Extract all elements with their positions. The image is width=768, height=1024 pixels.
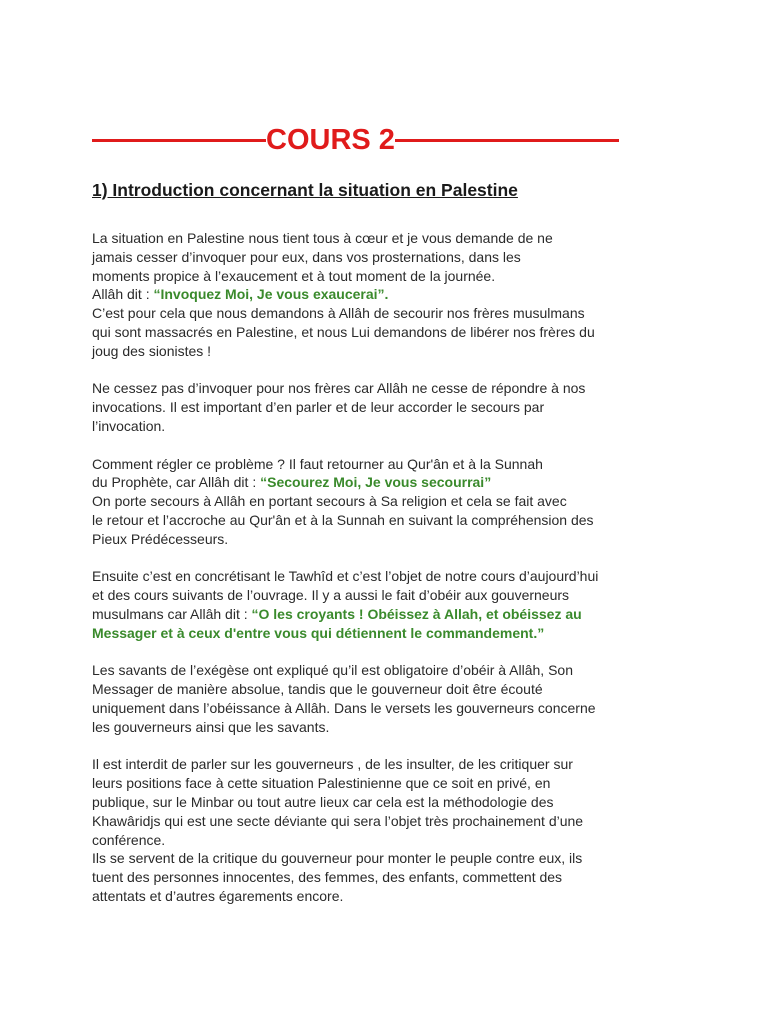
section-heading: 1) Introduction concernant la situation en Palestine	[92, 180, 518, 200]
quote-text: Messager et à ceux d'entre vous qui détiennent le commandement.”	[92, 624, 545, 641]
text-line	[92, 323, 692, 342]
body-segment: Messager de manière absolue, tandis que le gouverneur doit être écouté	[92, 681, 543, 698]
body-segment: Ensuite c’est en concrétisant le Tawhîd et c’est l’objet de notre cours d’aujourd’hui	[92, 568, 599, 585]
text-line	[92, 304, 692, 323]
body-segment: La situation en Palestine nous tient tous à cœur et je vous demande de ne	[92, 230, 553, 246]
text-line	[92, 849, 692, 868]
body-segment: Ils se servent de la critique du gouverneur pour monter le peuple contre eux, ils	[92, 850, 583, 867]
body-segment: l’invocation.	[92, 417, 166, 434]
body-segment: Khawâridjs qui est une secte déviante qui sera l’objet très prochainement d’une	[92, 812, 584, 829]
body-segment: jamais cesser d’invoquer pour eux, dans vos prosternations, dans les	[92, 248, 521, 265]
paragraph	[92, 567, 692, 642]
title-right-rule	[395, 139, 619, 142]
text-line	[92, 511, 692, 530]
text-line	[92, 831, 692, 850]
body-segment: invocations. Il est important d’en parler et de leur accorder le secours par	[92, 399, 545, 416]
text-line	[92, 567, 692, 586]
text-line	[92, 661, 692, 680]
course-title-text: COURS 2	[266, 124, 395, 156]
quote-text: “Secourez Moi, Je vous secourrai”	[260, 474, 492, 491]
title-left-rule	[92, 139, 266, 142]
text-line	[92, 417, 692, 436]
quote-text: “Invoquez Moi, Je vous exaucerai”.	[153, 286, 389, 303]
body-segment: les gouverneurs ainsi que les savants.	[92, 718, 330, 735]
text-line	[92, 473, 692, 492]
text-line	[92, 868, 692, 887]
text-line	[92, 793, 692, 812]
body-segment: et des cours suivants de l’ouvrage. Il y a aussi le fait d’obéir aux gouverneurs	[92, 587, 570, 604]
body-text	[92, 229, 692, 924]
body-segment: publique, sur le Minbar ou tout autre lieux car cela est la méthodologie des	[92, 793, 554, 810]
paragraph	[92, 379, 692, 435]
body-segment: Ne cessez pas d’invoquer pour nos frères car Allâh ne cesse de répondre à nos	[92, 380, 586, 397]
body-segment: Comment régler ce problème ? Il faut retourner au Qur'ân et à la Sunnah	[92, 455, 543, 472]
body-segment: Les savants de l’exégèse ont expliqué qu’il est obligatoire d’obéir à Allâh, Son	[92, 662, 573, 679]
body-segment: conférence.	[92, 831, 166, 848]
body-segment: On porte secours à Allâh en portant secours à Sa religion et cela se fait avec	[92, 493, 567, 510]
paragraph	[92, 755, 692, 905]
text-line	[92, 530, 692, 549]
text-line	[92, 718, 692, 737]
body-segment: tuent des personnes innocentes, des femmes, des enfants, commettent des	[92, 869, 563, 886]
body-segment: uniquement dans l’obéissance à Allâh. Dans le versets les gouverneurs concerne	[92, 699, 596, 716]
text-line	[92, 812, 692, 831]
text-line	[92, 379, 692, 398]
body-segment: Allâh dit :	[92, 286, 154, 303]
body-segment: joug des sionistes !	[92, 342, 212, 359]
course-title	[92, 124, 619, 157]
text-line	[92, 398, 692, 417]
quote-text: “O les croyants ! Obéissez à Allah, et obéissez au	[251, 605, 582, 622]
body-segment: du Prophète, car Allâh dit :	[92, 474, 261, 491]
paragraph	[92, 455, 692, 549]
text-line	[92, 624, 692, 643]
text-line	[92, 492, 692, 511]
paragraph	[92, 661, 692, 736]
text-line	[92, 455, 692, 474]
text-line	[92, 586, 692, 605]
text-line	[92, 699, 692, 718]
text-line	[92, 267, 692, 286]
paragraph	[92, 229, 692, 361]
text-line	[92, 229, 692, 248]
body-segment: C’est pour cela que nous demandons à Allâh de secourir nos frères musulmans	[92, 305, 585, 322]
body-segment: attentats et d’autres égarements encore.	[92, 887, 344, 904]
text-line	[92, 887, 692, 906]
text-line	[92, 248, 692, 267]
body-segment: Il est interdit de parler sur les gouverneurs , de les insulter, de les critiquer sur	[92, 756, 573, 773]
text-line	[92, 605, 692, 624]
text-line	[92, 342, 692, 361]
body-segment: leurs positions face à cette situation Palestinienne que ce soit en privé, en	[92, 775, 551, 792]
text-line	[92, 755, 692, 774]
body-segment: musulmans car Allâh dit :	[92, 605, 252, 622]
body-segment: qui sont massacrés en Palestine, et nous Lui demandons de libérer nos frères du	[92, 323, 595, 340]
body-segment: Pieux Prédécesseurs.	[92, 530, 229, 547]
text-line	[92, 285, 692, 304]
text-line	[92, 774, 692, 793]
body-segment: le retour et l’accroche au Qur'ân et à la Sunnah en suivant la compréhension des	[92, 511, 594, 528]
text-line	[92, 680, 692, 699]
body-segment: moments propice à l’exaucement et à tout moment de la journée.	[92, 267, 496, 284]
